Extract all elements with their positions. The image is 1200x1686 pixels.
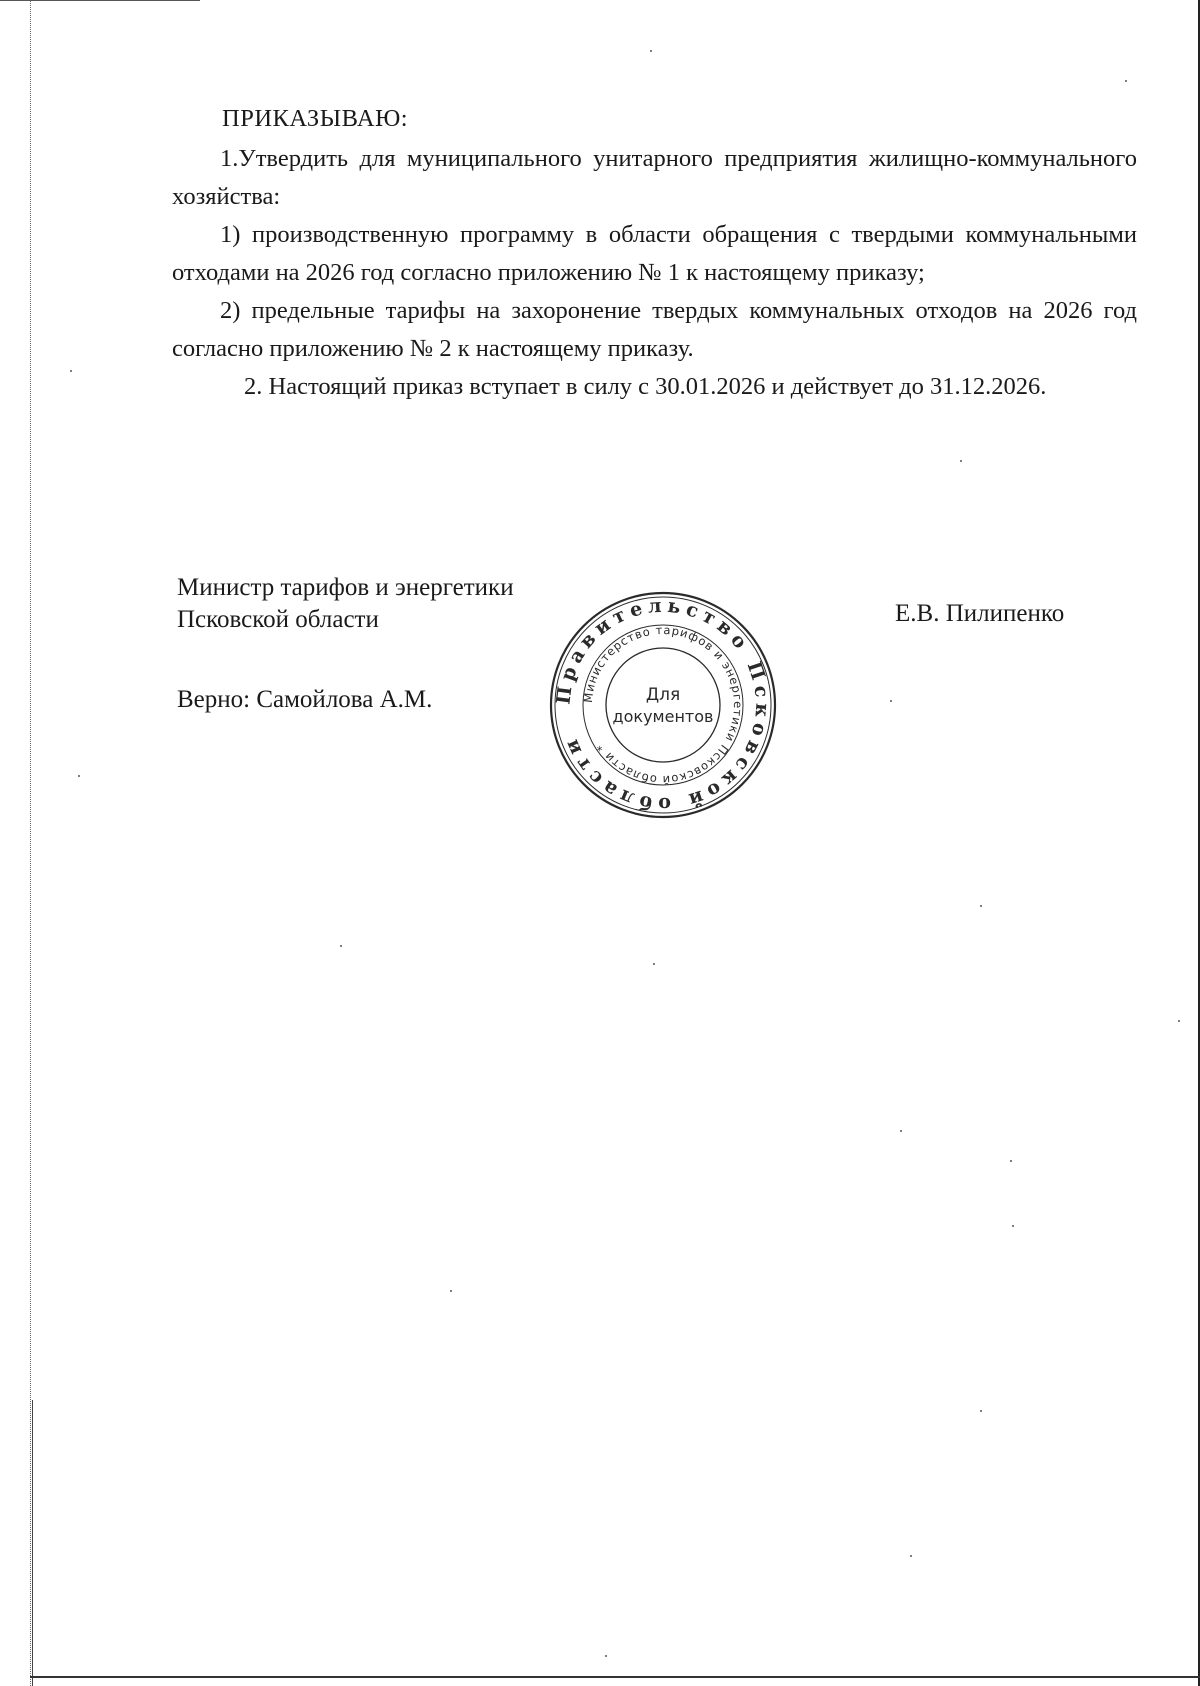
scan-left-edge [8,0,31,1686]
order-item-1-sub-1: 1) производственную программу в области обращения с твердыми коммунальными отходами на 2026 год согласно приложению № 1 к настоящему приказу; [172,221,1137,286]
order-item-2: 2. Настоящий приказ вступает в силу с 30.01.2026 и действует до 31.12.2026. [244,373,1047,400]
signatory-position [177,572,514,636]
seal-outer-text: Правительство Псковской области [552,594,774,816]
signer-name: Е.В. Пилипенко [895,600,1065,627]
order-item-1-sub-2: 2) предельные тарифы на захоронение твердых коммунальных отходов на 2026 год согласно приложению № 2 к настоящему приказу. [172,297,1137,362]
seal-center-line-2: документов [612,707,714,726]
scan-top-edge [0,0,200,4]
official-seal [548,590,778,820]
order-item-1: 1.Утвердить для муниципального унитарного предприятия жилищно-коммунального хозяйства: [172,145,1137,210]
seal-inner-ring [606,648,720,762]
scan-bottom-edge [30,1676,1200,1686]
order-heading: ПРИКАЗЫВАЮ: [222,105,409,132]
seal-inner-text: Министерство тарифов и энергетики Псковской области * [580,622,746,788]
seal-center-line-1: Для [645,685,681,705]
verified-copy-note: Верно: Самойлова А.М. [177,686,433,713]
position-line-1: Министр тарифов и энергетики [177,574,514,601]
position-line-2: Псковской области [177,606,379,633]
order-body [172,100,1137,406]
